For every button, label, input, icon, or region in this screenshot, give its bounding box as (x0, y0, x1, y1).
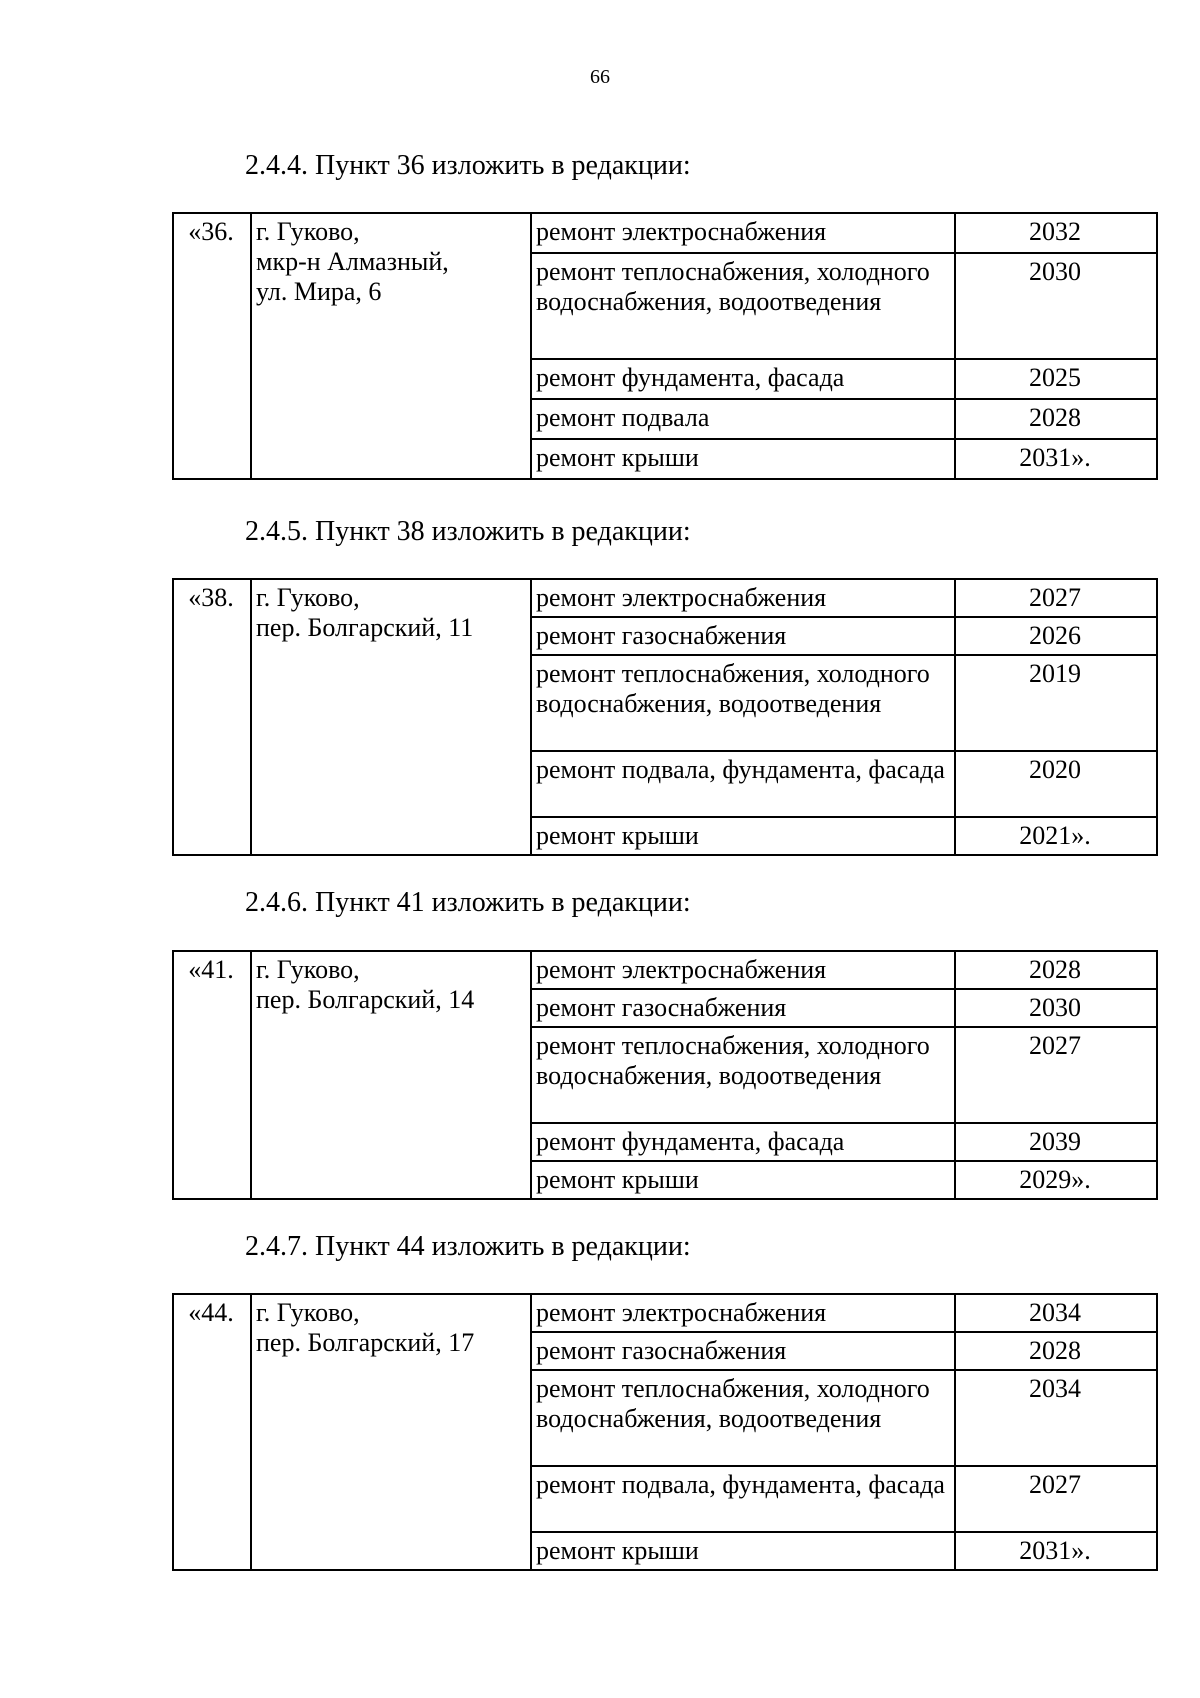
address-line: ул. Мира, 6 (256, 277, 382, 306)
work-type: ремонт газоснабжения (531, 617, 955, 655)
work-year: 2031». (955, 439, 1157, 479)
work-year: 2028 (955, 399, 1157, 439)
work-type: ремонт крыши (531, 1161, 955, 1199)
address-line: г. Гуково, (256, 217, 360, 246)
item-address (251, 951, 531, 1199)
work-type: ремонт электроснабжения (531, 1294, 955, 1332)
work-year: 2039 (955, 1123, 1157, 1161)
address-line: пер. Болгарский, 14 (256, 985, 475, 1014)
work-type: ремонт теплоснабжения, холодного водоснабжения, водоотведения (531, 253, 955, 359)
work-type: ремонт теплоснабжения, холодного водоснабжения, водоотведения (531, 1370, 955, 1466)
table-row (173, 213, 1157, 253)
work-year: 2027 (955, 1027, 1157, 1123)
page-number: 66 (590, 66, 610, 88)
work-year: 2020 (955, 751, 1157, 817)
address-line: мкр-н Алмазный, (256, 247, 449, 276)
work-type: ремонт теплоснабжения, холодного водоснабжения, водоотведения (531, 655, 955, 751)
item-address (251, 579, 531, 855)
work-year: 2028 (955, 1332, 1157, 1370)
repair-table-38 (172, 578, 1158, 856)
address-line: г. Гуково, (256, 955, 360, 984)
address-line: г. Гуково, (256, 583, 360, 612)
item-number: «38. (173, 579, 251, 855)
work-type: ремонт газоснабжения (531, 1332, 955, 1370)
item-number: «44. (173, 1294, 251, 1570)
section-heading-44: 2.4.7. Пункт 44 изложить в редакции: (245, 1231, 691, 1262)
section-heading-36: 2.4.4. Пункт 36 изложить в редакции: (245, 150, 691, 181)
work-type: ремонт электроснабжения (531, 951, 955, 989)
work-type: ремонт подвала, фундамента, фасада (531, 751, 955, 817)
address-line: пер. Болгарский, 17 (256, 1328, 475, 1357)
work-type: ремонт электроснабжения (531, 579, 955, 617)
address-line: пер. Болгарский, 11 (256, 613, 474, 642)
work-type: ремонт крыши (531, 817, 955, 855)
work-type: ремонт подвала, фундамента, фасада (531, 1466, 955, 1532)
repair-table-41 (172, 950, 1158, 1200)
work-type: ремонт газоснабжения (531, 989, 955, 1027)
table-row (173, 951, 1157, 989)
work-type: ремонт подвала (531, 399, 955, 439)
work-type: ремонт крыши (531, 1532, 955, 1570)
work-year: 2031». (955, 1532, 1157, 1570)
work-year: 2034 (955, 1370, 1157, 1466)
work-year: 2027 (955, 1466, 1157, 1532)
work-year: 2026 (955, 617, 1157, 655)
address-line: г. Гуково, (256, 1298, 360, 1327)
work-year: 2029». (955, 1161, 1157, 1199)
work-year: 2019 (955, 655, 1157, 751)
work-type: ремонт теплоснабжения, холодного водоснабжения, водоотведения (531, 1027, 955, 1123)
item-address (251, 1294, 531, 1570)
work-type: ремонт фундамента, фасада (531, 1123, 955, 1161)
item-address (251, 213, 531, 479)
section-heading-41: 2.4.6. Пункт 41 изложить в редакции: (245, 887, 691, 918)
item-number: «41. (173, 951, 251, 1199)
item-number: «36. (173, 213, 251, 479)
work-year: 2030 (955, 989, 1157, 1027)
section-heading-38: 2.4.5. Пункт 38 изложить в редакции: (245, 516, 691, 547)
repair-table-36 (172, 212, 1158, 480)
work-year: 2021». (955, 817, 1157, 855)
table-row (173, 1294, 1157, 1332)
work-year: 2028 (955, 951, 1157, 989)
work-type: ремонт крыши (531, 439, 955, 479)
table-row (173, 579, 1157, 617)
work-year: 2032 (955, 213, 1157, 253)
work-year: 2030 (955, 253, 1157, 359)
work-year: 2027 (955, 579, 1157, 617)
work-year: 2025 (955, 359, 1157, 399)
work-year: 2034 (955, 1294, 1157, 1332)
repair-table-44 (172, 1293, 1158, 1571)
work-type: ремонт электроснабжения (531, 213, 955, 253)
work-type: ремонт фундамента, фасада (531, 359, 955, 399)
